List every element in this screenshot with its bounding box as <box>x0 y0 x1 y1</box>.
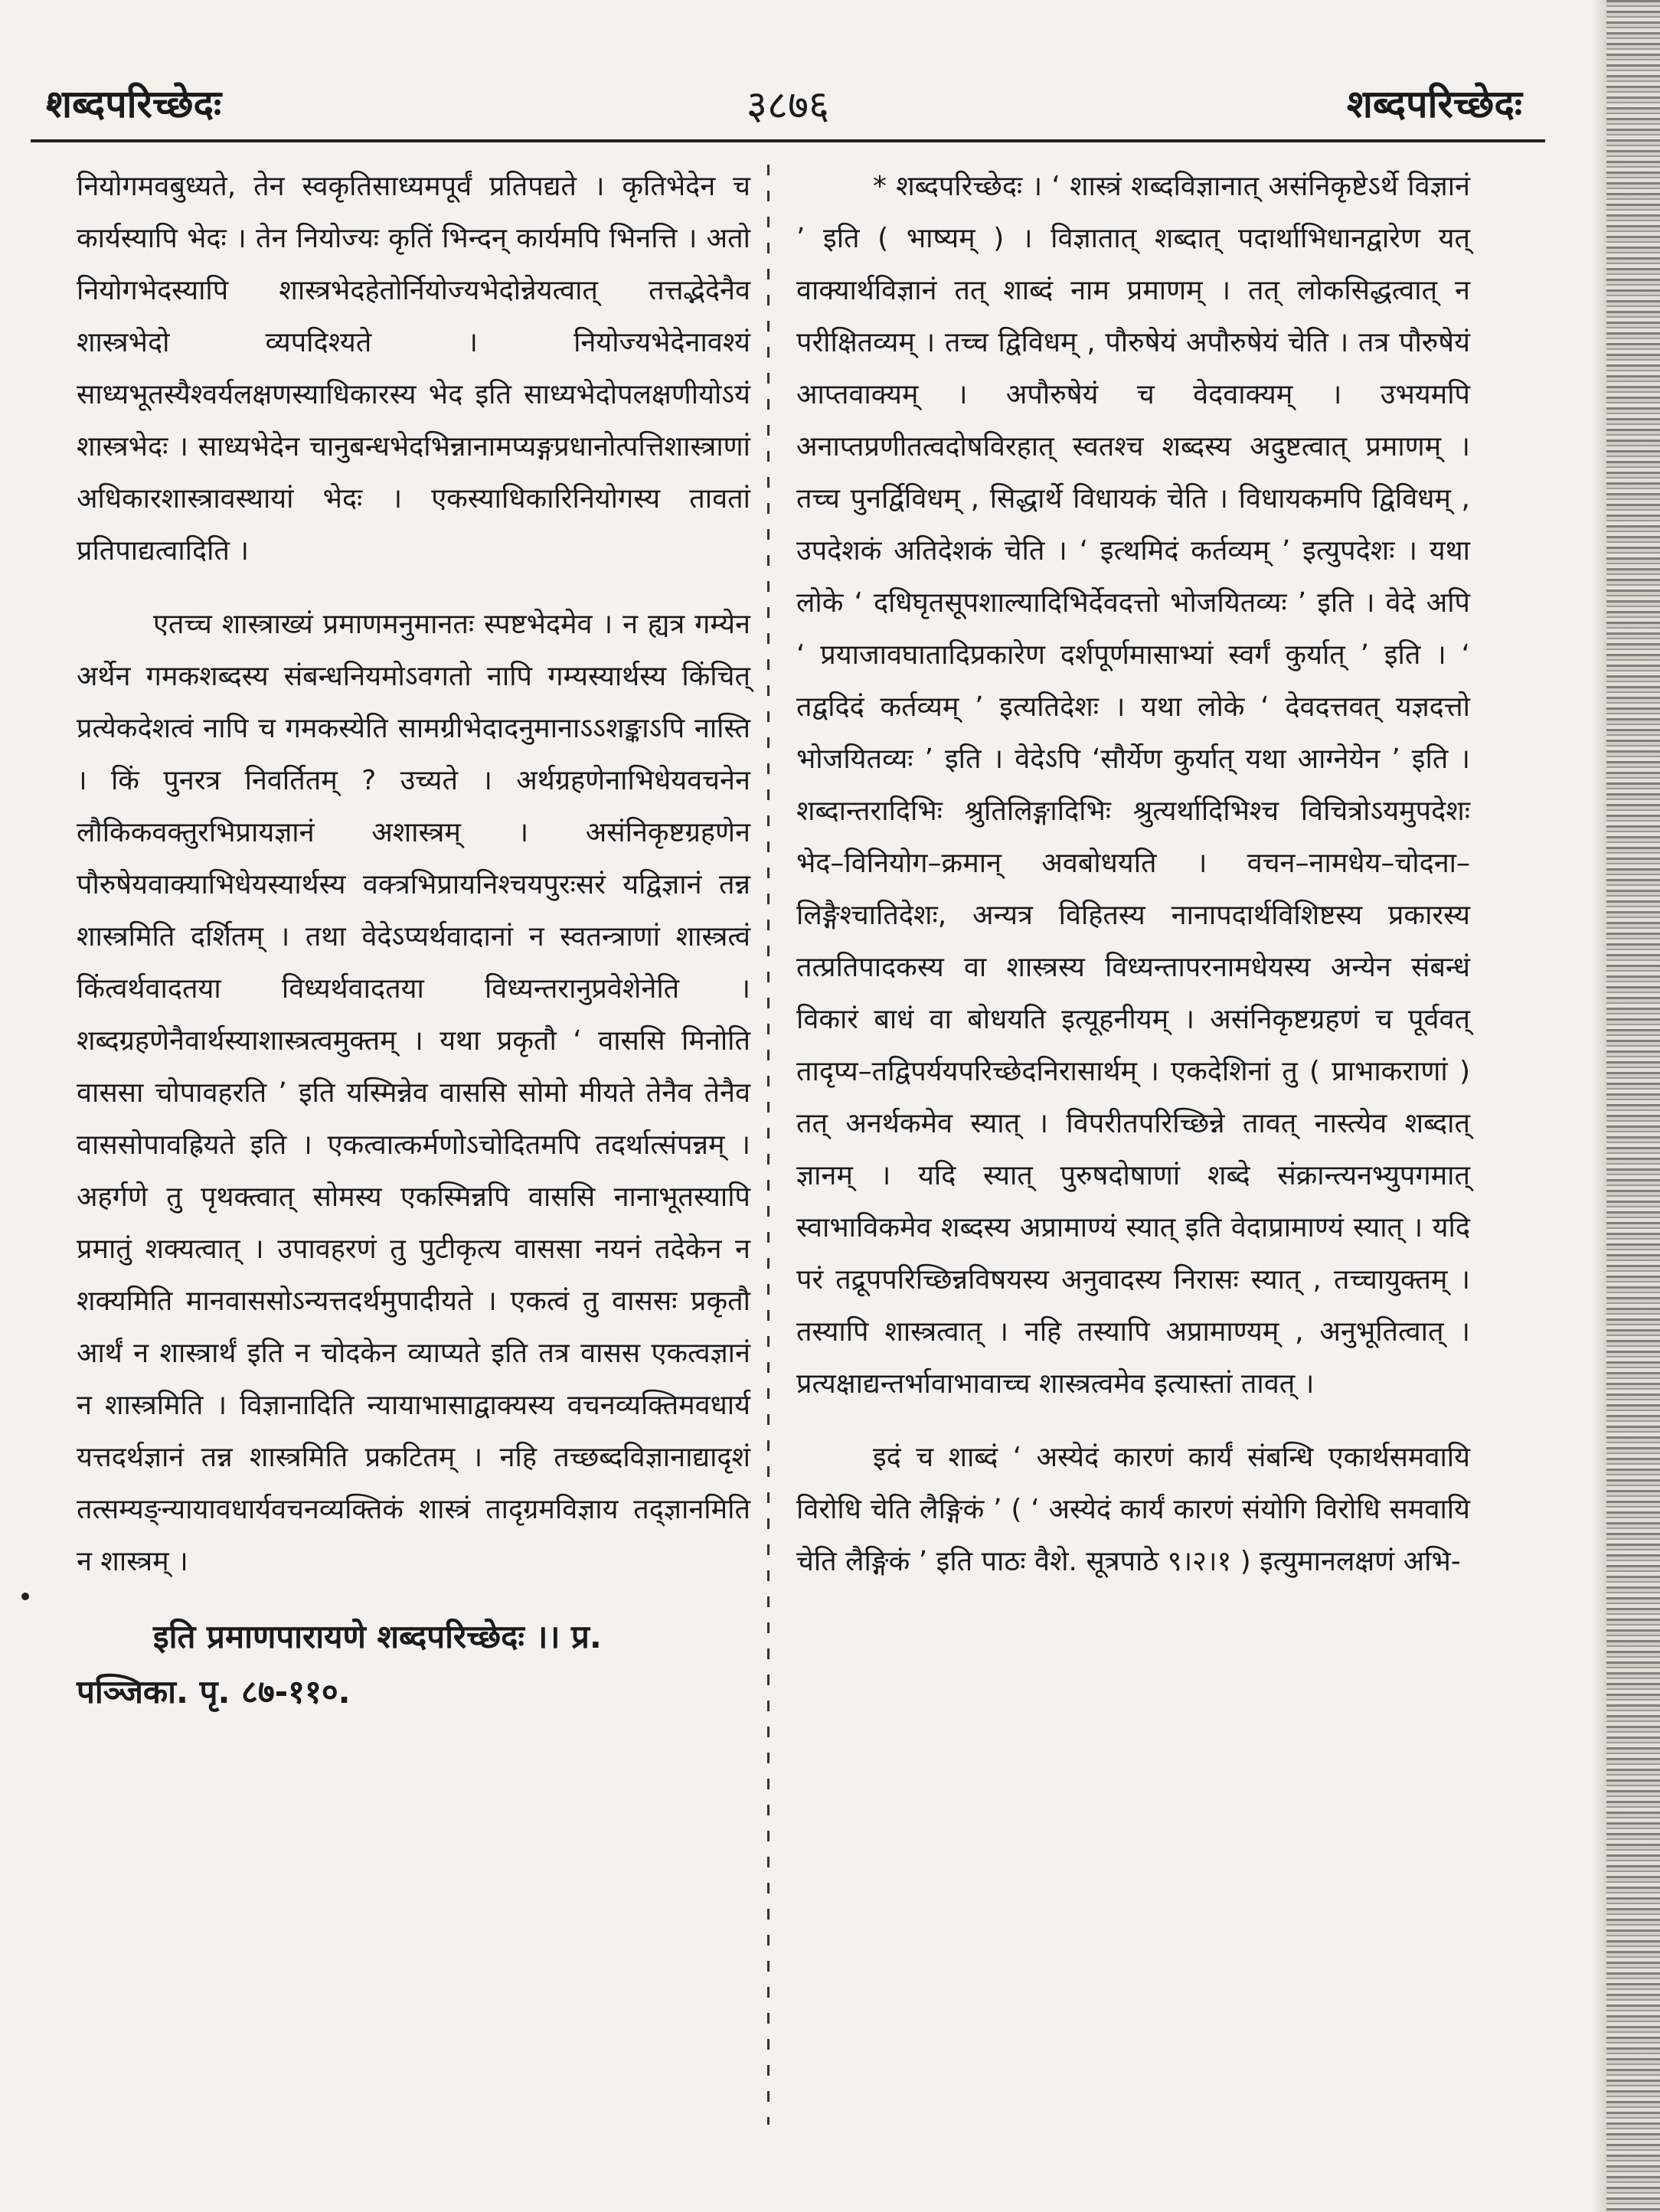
column-divider <box>767 165 770 2125</box>
closing-line-2: पञ्जिका. पृ. ८७-११०. <box>77 1673 351 1710</box>
right-paragraph-2: इदं च शाब्दं ‘ अस्येदं कारणं कार्यं संबन्धि एकार्थसमवायि विरोधि चेति लैङ्गिकं ’ ( ‘ अस्येदं कार्यं कारणं संयोगि विरोधि समवायि चेति लैङ्गिकं ’ इति पाठः वैशे. सूत्रपाठे ९।२।१ ) इत्युमानलक्षणं अभि- <box>796 1442 1470 1577</box>
header-rule <box>31 139 1545 142</box>
page-edge-strip <box>1606 0 1660 2212</box>
left-paragraph-1: नियोगमवबुध्यते, तेन स्वकृतिसाध्यमपूर्वं प्रतिपद्यते । कृतिभेदेन च कार्यस्यापि भेदः । तेन नियोज्यः कृतिं भिन्दन् कार्यमपि भिनत्ति । अतो नियोगभेदस्यापि शास्त्रभेदहेतोर्नियोज्यभेदोन्नेयत्वात् तत्तद्भेदेनैव शास्त्रभेदो व्यपदिश्यते । नियोज्यभेदेनावश्यं साध्यभूतस्यैश्वर्यलक्षणस्याधिकारस्य भेद इति साध्यभेदोपलक्षणीयोऽयं शास्त्रभेदः । साध्यभेदेन चानुबन्धभेदभिन्नानामप्यङ्गप्रधानोत्पत्तिशास्त्राणां अधिकारशास्त्रावस्थायां भेदः । एकस्याधिकारिनियोगस्य तावतां प्रतिपाद्यत्वादिति । <box>77 171 750 567</box>
ink-dot <box>21 1593 29 1600</box>
running-title-right: शब्दपरिच्छेदः <box>1346 82 1522 126</box>
left-paragraph-2: एतच्च शास्त्राख्यं प्रमाणमनुमानतः स्पष्टभेदमेव । न ह्यत्र गम्येन अर्थेन गमकशब्दस्य संबन्धनियमोऽवगतो नापि गम्यस्यार्थस्य किंचित् प्रत्येकदेशत्वं नापि च गमकस्येति सामग्रीभेदादनुमानाऽऽशङ्काऽपि नास्ति । किं पुनरत्र निवर्तितम् ? उच्यते । अर्थग्रहणेनाभिधेयवचनेन लौकिकवक्तुरभिप्रायज्ञानं अशास्त्रम् । असंनिकृष्टग्रहणेन पौरुषेयवाक्याभिधेयस्यार्थस्य वक्त्रभिप्रायनिश्चयपुरःसरं यद्विज्ञानं तन्न शास्त्रमिति दर्शितम् । तथा वेदेऽप्यर्थवादानां न स्वतन्त्राणां शास्त्रत्वं किंत्वर्थवादतया विध्यर्थवादतया विध्यन्तरानुप्रवेशेनेति । शब्दग्रहणेनैवार्थस्याशास्त्रत्वमुक्तम् । यथा प्रकृतौ ‘ वाससि मिनोति वाससा चोपावहरति ’ इति यस्मिन्नेव वाससि सोमो मीयते तेनैव तेनैव वाससोपावह्रियते इति । एकत्वात्कर्मणोऽचोदितमपि तदर्थात्संपन्नम् । अहर्गणे तु पृथक्त्वात् सोमस्य एकस्मिन्नपि वाससि नानाभूतस्यापि प्रमातुं शक्यत्वात् । उपावहरणं तु पुटीकृत्य वाससा नयनं तदेकेन न शक्यमिति मानवाससोऽन्यत्तदर्थमुपादीयते । एकत्वं तु वाससः प्रकृतौ आर्थं न शास्त्रार्थं इति न चोदकेन व्याप्यते इति तत्र वासस एकत्वज्ञानं न शास्त्रमिति । विज्ञानादिति न्यायाभासाद्वाक्यस्य वचनव्यक्तिमवधार्य यत्तदर्थज्ञानं तन्न शास्त्रमिति प्रकटितम् । नहि तच्छब्दविज्ञानाद्यादृशं तत्सम्यङ्न्यायावधार्यवचनव्यक्तिकं शास्त्रं तादृग्रमविज्ञाय तद्ज्ञानमिति न शास्त्रम् । <box>77 609 750 1577</box>
page-header <box>31 69 1545 138</box>
closing-colophon <box>77 1609 750 1720</box>
right-paragraph-1: * शब्दपरिच्छेदः । ‘ शास्त्रं शब्दविज्ञानात् असंनिकृष्टेऽर्थे विज्ञानं ’ इति ( भाष्यम् ) । विज्ञातात् शब्दात् पदार्थाभिधानद्वारेण यत् वाक्यार्थविज्ञानं तत् शाब्दं नाम प्रमाणम् । तत् लोकसिद्धत्वात् न परीक्षितव्यम् । तच्च द्विविधम् , पौरुषेयं अपौरुषेयं चेति । तत्र पौरुषेयं आप्तवाक्यम् । अपौरुषेयं च वेदवाक्यम् । उभयमपि अनाप्तप्रणीतत्वदोषविरहात् स्वतश्च शब्दस्य अदुष्टत्वात् प्रमाणम् । तच्च पुनर्द्विविधम् , सिद्धार्थे विधायकं चेति । विधायकमपि द्विविधम् , उपदेशकं अतिदेशकं चेति । ‘ इत्थमिदं कर्तव्यम् ’ इत्युपदेशः । यथा लोके ‘ दधिघृतसूपशाल्यादिभिर्देवदत्तो भोजयितव्यः ’ इति । वेदे अपि ‘ प्रयाजावघातादिप्रकारेण दर्शपूर्णमासाभ्यां स्वर्गं कुर्यात् ’ इति । ‘ तद्वदिदं कर्तव्यम् ’ इत्यतिदेशः । यथा लोके ‘ देवदत्तवत् यज्ञदत्तो भोजयितव्यः ’ इति । वेदेऽपि ‘सौर्येण कुर्यात् यथा आग्नेयेन ’ इति । शब्दान्तरादिभिः श्रुतिलिङ्गादिभिः श्रुत्यर्थादिभिश्च विचित्रोऽयमुपदेशः भेद–विनियोग–क्रमान् अवबोधयति । वचन–नामधेय–चोदना–लिङ्गैश्चातिदेशः, अन्यत्र विहितस्य नानापदार्थविशिष्टस्य प्रकारस्य तत्प्रतिपादकस्य वा शास्त्रस्य विध्यन्तापरनामधेयस्य अन्येन संबन्धं विकारं बाधं वा बोधयति इत्यूहनीयम् । असंनिकृष्टग्रहणं च पूर्ववत् तादृप्य–तद्विपर्ययपरिच्छेदनिरासार्थम् । एकदेशिनां तु ( प्राभाकराणां ) तत् अनर्थकमेव स्यात् । विपरीतपरिच्छिन्ने तावत् नास्त्येव शब्दात् ज्ञानम् । यदि स्यात् पुरुषदोषाणां शब्दे संक्रान्त्यनभ्युपगमात् स्वाभाविकमेव शब्दस्य अप्रामाण्यं स्यात् इति वेदाप्रामाण्यं स्यात् । यदि परं तद्रूपपरिच्छिन्नविषयस्य अनुवादस्य निरासः स्यात् , तच्चायुक्तम् । तस्यापि शास्त्रत्वात् । नहि तस्यापि अप्रामाण्यम् , अनुभूतित्वात् । प्रत्यक्षाद्यन्तर्भावाभावाच्च शास्त्रत्वमेव इत्यास्तां तावत् । <box>796 171 1470 1400</box>
right-column <box>796 161 1470 1609</box>
page-edge-shadow <box>1591 0 1606 2212</box>
closing-line-1: इति प्रमाणपारायणे शब्दपरिच्छेदः ।। प्र. <box>153 1618 602 1655</box>
left-column <box>77 161 750 1741</box>
page-number: ३८७६ <box>746 83 830 129</box>
running-title-left: शब्दपरिच्छेदः <box>46 82 222 126</box>
